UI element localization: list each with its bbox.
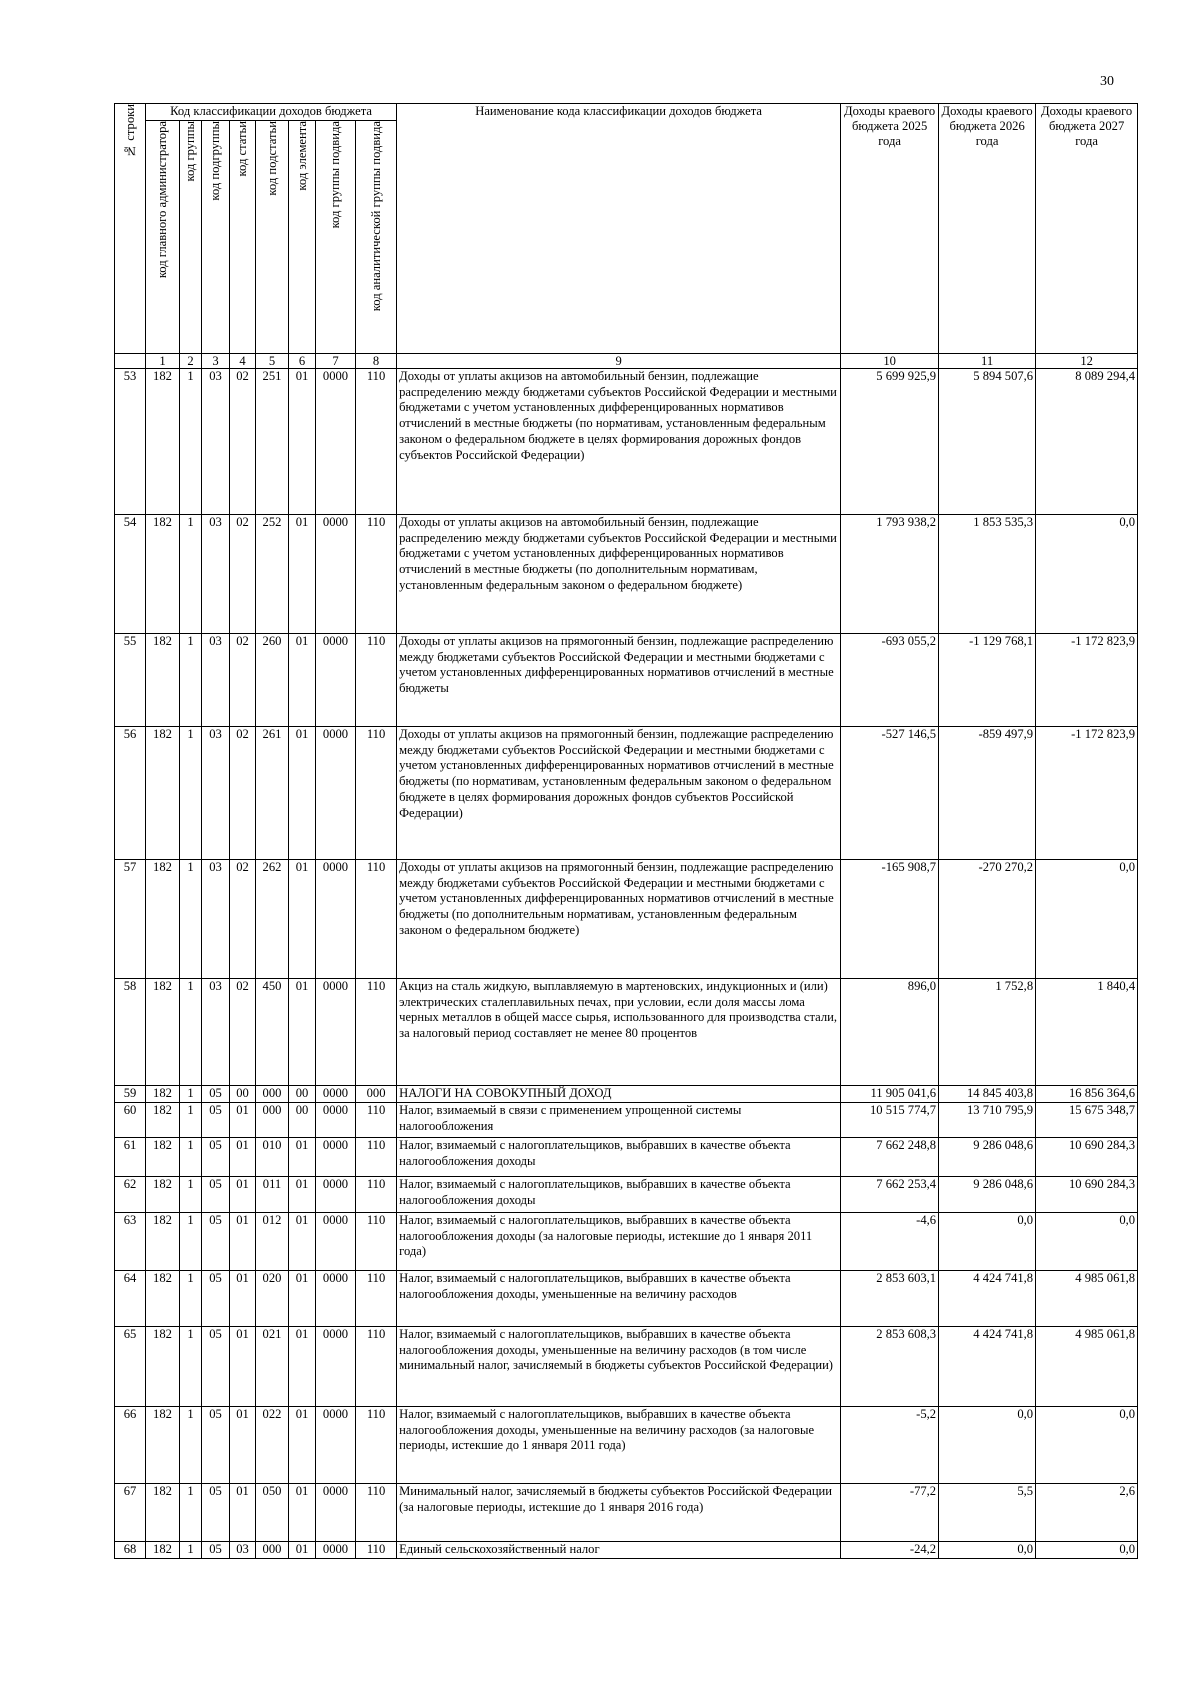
code-subarticle: 000 (256, 1103, 289, 1138)
code-element: 01 (289, 979, 316, 1086)
code-group: 1 (180, 1138, 202, 1177)
row-number: 60 (115, 1103, 146, 1138)
code-admin: 182 (146, 1327, 180, 1407)
code-element: 01 (289, 1407, 316, 1484)
code-subarticle: 260 (256, 634, 289, 727)
code-subarticle: 010 (256, 1138, 289, 1177)
revenue-2026: 4 424 741,8 (939, 1327, 1036, 1407)
code-subtype-group: 0000 (316, 979, 356, 1086)
code-admin: 182 (146, 979, 180, 1086)
code-analytic-group: 110 (356, 1542, 397, 1559)
header-code-article: код статьи (230, 121, 256, 354)
revenue-2026: 9 286 048,6 (939, 1177, 1036, 1213)
col-number (115, 354, 146, 369)
code-subgroup: 05 (202, 1407, 230, 1484)
code-subgroup: 05 (202, 1213, 230, 1271)
code-admin: 182 (146, 1086, 180, 1103)
revenue-2027: 4 985 061,8 (1036, 1327, 1138, 1407)
code-subgroup: 03 (202, 634, 230, 727)
code-analytic-group: 110 (356, 634, 397, 727)
revenue-2026: 9 286 048,6 (939, 1138, 1036, 1177)
col-number: 6 (289, 354, 316, 369)
revenue-2025: -24,2 (841, 1542, 939, 1559)
code-analytic-group: 110 (356, 1213, 397, 1271)
code-group: 1 (180, 1327, 202, 1407)
row-number: 57 (115, 860, 146, 979)
code-subtype-group: 0000 (316, 369, 356, 515)
header-row-top (115, 104, 1138, 121)
code-group: 1 (180, 1177, 202, 1213)
col-number: 3 (202, 354, 230, 369)
code-subtype-group: 0000 (316, 1213, 356, 1271)
code-element: 01 (289, 1138, 316, 1177)
code-article: 02 (230, 860, 256, 979)
code-subtype-group: 0000 (316, 1542, 356, 1559)
code-element: 01 (289, 369, 316, 515)
revenue-2025: -165 908,7 (841, 860, 939, 979)
code-element: 01 (289, 1542, 316, 1559)
code-group: 1 (180, 979, 202, 1086)
revenue-2026: -1 129 768,1 (939, 634, 1036, 727)
revenue-2027: 0,0 (1036, 1542, 1138, 1559)
header-year-2026: Доходы краевого бюджета 2026 года (939, 104, 1036, 354)
table-row (115, 1103, 1138, 1138)
revenue-2026: 13 710 795,9 (939, 1103, 1036, 1138)
code-element: 01 (289, 634, 316, 727)
revenue-name: Доходы от уплаты акцизов на прямогонный бензин, подлежащие распределению между бюджетами субъектов Российской Федерации и местными бюджетами с учетом установленных дифференцированных нормативов отчислений в местные бюджеты (по нормативам, установленным федеральным законом о федеральном бюджете в целях формирования дорожных фондов субъектов Российской Федерации) (397, 727, 841, 860)
code-subarticle: 011 (256, 1177, 289, 1213)
row-number: 55 (115, 634, 146, 727)
code-subgroup: 05 (202, 1484, 230, 1542)
page-number: 30 (1100, 74, 1114, 89)
code-group: 1 (180, 1542, 202, 1559)
code-group: 1 (180, 1103, 202, 1138)
code-admin: 182 (146, 634, 180, 727)
code-group: 1 (180, 634, 202, 727)
revenue-2027: 8 089 294,4 (1036, 369, 1138, 515)
code-analytic-group: 110 (356, 515, 397, 634)
header-code-group: код группы (180, 121, 202, 354)
revenue-name: Минимальный налог, зачисляемый в бюджеты субъектов Российской Федерации (за налоговые периоды, истекшие до 1 января 2016 года) (397, 1484, 841, 1542)
revenue-name: Доходы от уплаты акцизов на автомобильный бензин, подлежащие распределению между бюджетами субъектов Российской Федерации и местными бюджетами с учетом установленных дифференцированных нормативов отчислений в местные бюджеты (по нормативам, установленным федеральным законом о федеральном бюджете в целях формирования дорожных фондов субъектов Российской Федерации) (397, 369, 841, 515)
revenue-name: НАЛОГИ НА СОВОКУПНЫЙ ДОХОД (397, 1086, 841, 1103)
header-code-analytic-group: код аналитической группы подвида (356, 121, 397, 354)
code-element: 00 (289, 1103, 316, 1138)
revenue-name: Доходы от уплаты акцизов на прямогонный бензин, подлежащие распределению между бюджетами субъектов Российской Федерации и местными бюджетами с учетом установленных дифференцированных нормативов отчислений в местные бюджеты (397, 634, 841, 727)
table-row (115, 369, 1138, 515)
code-admin: 182 (146, 515, 180, 634)
revenue-name: Доходы от уплаты акцизов на прямогонный бензин, подлежащие распределению между бюджетами субъектов Российской Федерации и местными бюджетами с учетом установленных дифференцированных нормативов отчислений в местные бюджеты (по дополнительным нормативам, установленным федеральным законом о федеральном бюджете) (397, 860, 841, 979)
code-admin: 182 (146, 1103, 180, 1138)
revenue-2027: 0,0 (1036, 860, 1138, 979)
code-analytic-group: 110 (356, 727, 397, 860)
revenue-2027: 0,0 (1036, 1407, 1138, 1484)
code-subarticle: 251 (256, 369, 289, 515)
revenue-name: Налог, взимаемый с налогоплательщиков, выбравших в качестве объекта налогообложения доходы, уменьшенные на величину расходов (397, 1271, 841, 1327)
revenue-2025: 2 853 603,1 (841, 1271, 939, 1327)
code-subarticle: 021 (256, 1327, 289, 1407)
code-subarticle: 450 (256, 979, 289, 1086)
table-row (115, 860, 1138, 979)
code-article: 02 (230, 634, 256, 727)
code-subtype-group: 0000 (316, 1103, 356, 1138)
revenue-2026: 4 424 741,8 (939, 1271, 1036, 1327)
table-row (115, 515, 1138, 634)
header-code-admin: код главного администратора (146, 121, 180, 354)
table-row (115, 1177, 1138, 1213)
revenue-2025: 2 853 608,3 (841, 1327, 939, 1407)
row-number: 58 (115, 979, 146, 1086)
code-subgroup: 05 (202, 1327, 230, 1407)
row-number: 61 (115, 1138, 146, 1177)
code-admin: 182 (146, 860, 180, 979)
row-number: 67 (115, 1484, 146, 1542)
code-admin: 182 (146, 1177, 180, 1213)
row-number: 54 (115, 515, 146, 634)
code-group: 1 (180, 369, 202, 515)
code-element: 01 (289, 515, 316, 634)
code-group: 1 (180, 1086, 202, 1103)
code-subgroup: 03 (202, 860, 230, 979)
header-name: Наименование кода классификации доходов бюджета (397, 104, 841, 354)
revenue-2027: -1 172 823,9 (1036, 634, 1138, 727)
code-subarticle: 252 (256, 515, 289, 634)
code-subtype-group: 0000 (316, 1484, 356, 1542)
revenue-table (114, 103, 1138, 1559)
revenue-2027: 15 675 348,7 (1036, 1103, 1138, 1138)
row-number: 64 (115, 1271, 146, 1327)
code-subarticle: 050 (256, 1484, 289, 1542)
code-article: 00 (230, 1086, 256, 1103)
revenue-2026: 1 752,8 (939, 979, 1036, 1086)
code-group: 1 (180, 1484, 202, 1542)
revenue-2025: 7 662 248,8 (841, 1138, 939, 1177)
code-subtype-group: 0000 (316, 515, 356, 634)
revenue-2026: 0,0 (939, 1407, 1036, 1484)
revenue-name: Налог, взимаемый с налогоплательщиков, выбравших в качестве объекта налогообложения доходы (397, 1177, 841, 1213)
header-year-2025: Доходы краевого бюджета 2025 года (841, 104, 939, 354)
code-article: 01 (230, 1407, 256, 1484)
code-group: 1 (180, 1407, 202, 1484)
code-article: 01 (230, 1327, 256, 1407)
row-number: 63 (115, 1213, 146, 1271)
row-number: 68 (115, 1542, 146, 1559)
header-code-subtype-group: код группы подвида (316, 121, 356, 354)
code-admin: 182 (146, 1407, 180, 1484)
col-number: 8 (356, 354, 397, 369)
code-analytic-group: 110 (356, 1138, 397, 1177)
revenue-2025: -527 146,5 (841, 727, 939, 860)
code-analytic-group: 110 (356, 369, 397, 515)
code-article: 02 (230, 515, 256, 634)
code-subarticle: 022 (256, 1407, 289, 1484)
table-row (115, 1138, 1138, 1177)
code-subarticle: 000 (256, 1086, 289, 1103)
header-code-subgroup: код подгруппы (202, 121, 230, 354)
code-subtype-group: 0000 (316, 1271, 356, 1327)
revenue-2026: 0,0 (939, 1213, 1036, 1271)
code-group: 1 (180, 1213, 202, 1271)
code-admin: 182 (146, 1542, 180, 1559)
code-group: 1 (180, 727, 202, 860)
code-admin: 182 (146, 1213, 180, 1271)
row-number: 56 (115, 727, 146, 860)
code-analytic-group: 110 (356, 979, 397, 1086)
code-element: 01 (289, 1213, 316, 1271)
code-article: 02 (230, 727, 256, 860)
code-element: 01 (289, 1327, 316, 1407)
table-row (115, 1086, 1138, 1103)
col-number: 9 (397, 354, 841, 369)
code-admin: 182 (146, 369, 180, 515)
revenue-2027: 4 985 061,8 (1036, 1271, 1138, 1327)
table-row (115, 1213, 1138, 1271)
revenue-name: Налог, взимаемый в связи с применением упрощенной системы налогообложения (397, 1103, 841, 1138)
code-subtype-group: 0000 (316, 727, 356, 860)
revenue-2025: -693 055,2 (841, 634, 939, 727)
header-year-2027: Доходы краевого бюджета 2027 года (1036, 104, 1138, 354)
code-group: 1 (180, 1271, 202, 1327)
revenue-2025: -4,6 (841, 1213, 939, 1271)
revenue-2025: 11 905 041,6 (841, 1086, 939, 1103)
code-subgroup: 05 (202, 1086, 230, 1103)
code-admin: 182 (146, 727, 180, 860)
code-subgroup: 05 (202, 1542, 230, 1559)
code-subarticle: 000 (256, 1542, 289, 1559)
col-number: 10 (841, 354, 939, 369)
revenue-name: Доходы от уплаты акцизов на автомобильный бензин, подлежащие распределению между бюджетами субъектов Российской Федерации и местными бюджетами с учетом установленных дифференцированных нормативов отчислений в местные бюджеты (по дополнительным нормативам, установленным федеральным законом о федеральном бюджете) (397, 515, 841, 634)
code-subarticle: 012 (256, 1213, 289, 1271)
table-row (115, 1484, 1138, 1542)
revenue-2025: 5 699 925,9 (841, 369, 939, 515)
table-row (115, 1271, 1138, 1327)
revenue-name: Налог, взимаемый с налогоплательщиков, выбравших в качестве объекта налогообложения доходы, уменьшенные на величину расходов (за налоговые периоды, истекшие до 1 января 2011 года) (397, 1407, 841, 1484)
revenue-2025: 7 662 253,4 (841, 1177, 939, 1213)
code-subtype-group: 0000 (316, 1327, 356, 1407)
code-analytic-group: 000 (356, 1086, 397, 1103)
code-group: 1 (180, 515, 202, 634)
row-number: 59 (115, 1086, 146, 1103)
header-code-subarticle: код подстатьи (256, 121, 289, 354)
header-code-element: код элемента (289, 121, 316, 354)
code-analytic-group: 110 (356, 1103, 397, 1138)
revenue-2026: 5 894 507,6 (939, 369, 1036, 515)
col-number: 12 (1036, 354, 1138, 369)
revenue-2025: -77,2 (841, 1484, 939, 1542)
code-article: 01 (230, 1138, 256, 1177)
code-article: 01 (230, 1213, 256, 1271)
code-subgroup: 03 (202, 727, 230, 860)
code-analytic-group: 110 (356, 1271, 397, 1327)
code-element: 01 (289, 1484, 316, 1542)
code-admin: 182 (146, 1138, 180, 1177)
col-number: 4 (230, 354, 256, 369)
revenue-2027: -1 172 823,9 (1036, 727, 1138, 860)
code-article: 02 (230, 369, 256, 515)
code-article: 03 (230, 1542, 256, 1559)
revenue-2025: 896,0 (841, 979, 939, 1086)
code-analytic-group: 110 (356, 1407, 397, 1484)
revenue-2026: 1 853 535,3 (939, 515, 1036, 634)
code-analytic-group: 110 (356, 1484, 397, 1542)
code-subtype-group: 0000 (316, 1086, 356, 1103)
table-row (115, 979, 1138, 1086)
code-subtype-group: 0000 (316, 1138, 356, 1177)
code-subgroup: 05 (202, 1103, 230, 1138)
row-number: 66 (115, 1407, 146, 1484)
code-subarticle: 261 (256, 727, 289, 860)
code-admin: 182 (146, 1271, 180, 1327)
col-number: 5 (256, 354, 289, 369)
table-row (115, 1542, 1138, 1559)
code-subgroup: 05 (202, 1177, 230, 1213)
revenue-2027: 16 856 364,6 (1036, 1086, 1138, 1103)
row-number: 62 (115, 1177, 146, 1213)
code-element: 01 (289, 1177, 316, 1213)
revenue-2027: 0,0 (1036, 515, 1138, 634)
revenue-2026: 0,0 (939, 1542, 1036, 1559)
row-number: 53 (115, 369, 146, 515)
revenue-2026: -270 270,2 (939, 860, 1036, 979)
table-row (115, 1407, 1138, 1484)
table-row (115, 634, 1138, 727)
code-subgroup: 03 (202, 979, 230, 1086)
code-subtype-group: 0000 (316, 1177, 356, 1213)
revenue-2026: 14 845 403,8 (939, 1086, 1036, 1103)
revenue-name: Единый сельскохозяйственный налог (397, 1542, 841, 1559)
revenue-2027: 2,6 (1036, 1484, 1138, 1542)
code-group: 1 (180, 860, 202, 979)
col-number: 2 (180, 354, 202, 369)
code-subtype-group: 0000 (316, 860, 356, 979)
revenue-name: Налог, взимаемый с налогоплательщиков, выбравших в качестве объекта налогообложения доходы (за налоговые периоды, истекшие до 1 января 2011 года) (397, 1213, 841, 1271)
code-article: 01 (230, 1103, 256, 1138)
code-subarticle: 262 (256, 860, 289, 979)
code-article: 01 (230, 1271, 256, 1327)
code-admin: 182 (146, 1484, 180, 1542)
code-subtype-group: 0000 (316, 1407, 356, 1484)
code-subgroup: 03 (202, 515, 230, 634)
header-row-no: № строки (115, 104, 146, 354)
revenue-2025: -5,2 (841, 1407, 939, 1484)
code-subarticle: 020 (256, 1271, 289, 1327)
revenue-2027: 10 690 284,3 (1036, 1177, 1138, 1213)
revenue-2027: 1 840,4 (1036, 979, 1138, 1086)
col-number: 1 (146, 354, 180, 369)
column-numbers-row (115, 354, 1138, 369)
code-element: 01 (289, 727, 316, 860)
col-number: 11 (939, 354, 1036, 369)
revenue-name: Налог, взимаемый с налогоплательщиков, выбравших в качестве объекта налогообложения доходы (397, 1138, 841, 1177)
revenue-name: Акциз на сталь жидкую, выплавляемую в мартеновских, индукционных и (или) электрических сталеплавильных печах, при условии, если доля массы лома черных металлов в общей массе сырья, использованного для производства стали, за налоговый период составляет не менее 80 процентов (397, 979, 841, 1086)
revenue-2026: -859 497,9 (939, 727, 1036, 860)
code-article: 01 (230, 1484, 256, 1542)
code-article: 02 (230, 979, 256, 1086)
table-row (115, 1327, 1138, 1407)
table-row (115, 727, 1138, 860)
code-element: 01 (289, 1271, 316, 1327)
code-subgroup: 03 (202, 369, 230, 515)
revenue-2025: 10 515 774,7 (841, 1103, 939, 1138)
revenue-name: Налог, взимаемый с налогоплательщиков, выбравших в качестве объекта налогообложения доходы, уменьшенные на величину расходов (в том числе минимальный налог, зачисляемый в бюджеты субъектов Российской Федерации) (397, 1327, 841, 1407)
code-analytic-group: 110 (356, 1177, 397, 1213)
row-number: 65 (115, 1327, 146, 1407)
revenue-2027: 10 690 284,3 (1036, 1138, 1138, 1177)
code-element: 01 (289, 860, 316, 979)
col-number: 7 (316, 354, 356, 369)
revenue-2027: 0,0 (1036, 1213, 1138, 1271)
revenue-2026: 5,5 (939, 1484, 1036, 1542)
header-classification-code: Код классификации доходов бюджета (146, 104, 397, 121)
code-subgroup: 05 (202, 1138, 230, 1177)
code-subgroup: 05 (202, 1271, 230, 1327)
code-article: 01 (230, 1177, 256, 1213)
code-element: 00 (289, 1086, 316, 1103)
revenue-2025: 1 793 938,2 (841, 515, 939, 634)
code-analytic-group: 110 (356, 1327, 397, 1407)
code-subtype-group: 0000 (316, 634, 356, 727)
code-analytic-group: 110 (356, 860, 397, 979)
